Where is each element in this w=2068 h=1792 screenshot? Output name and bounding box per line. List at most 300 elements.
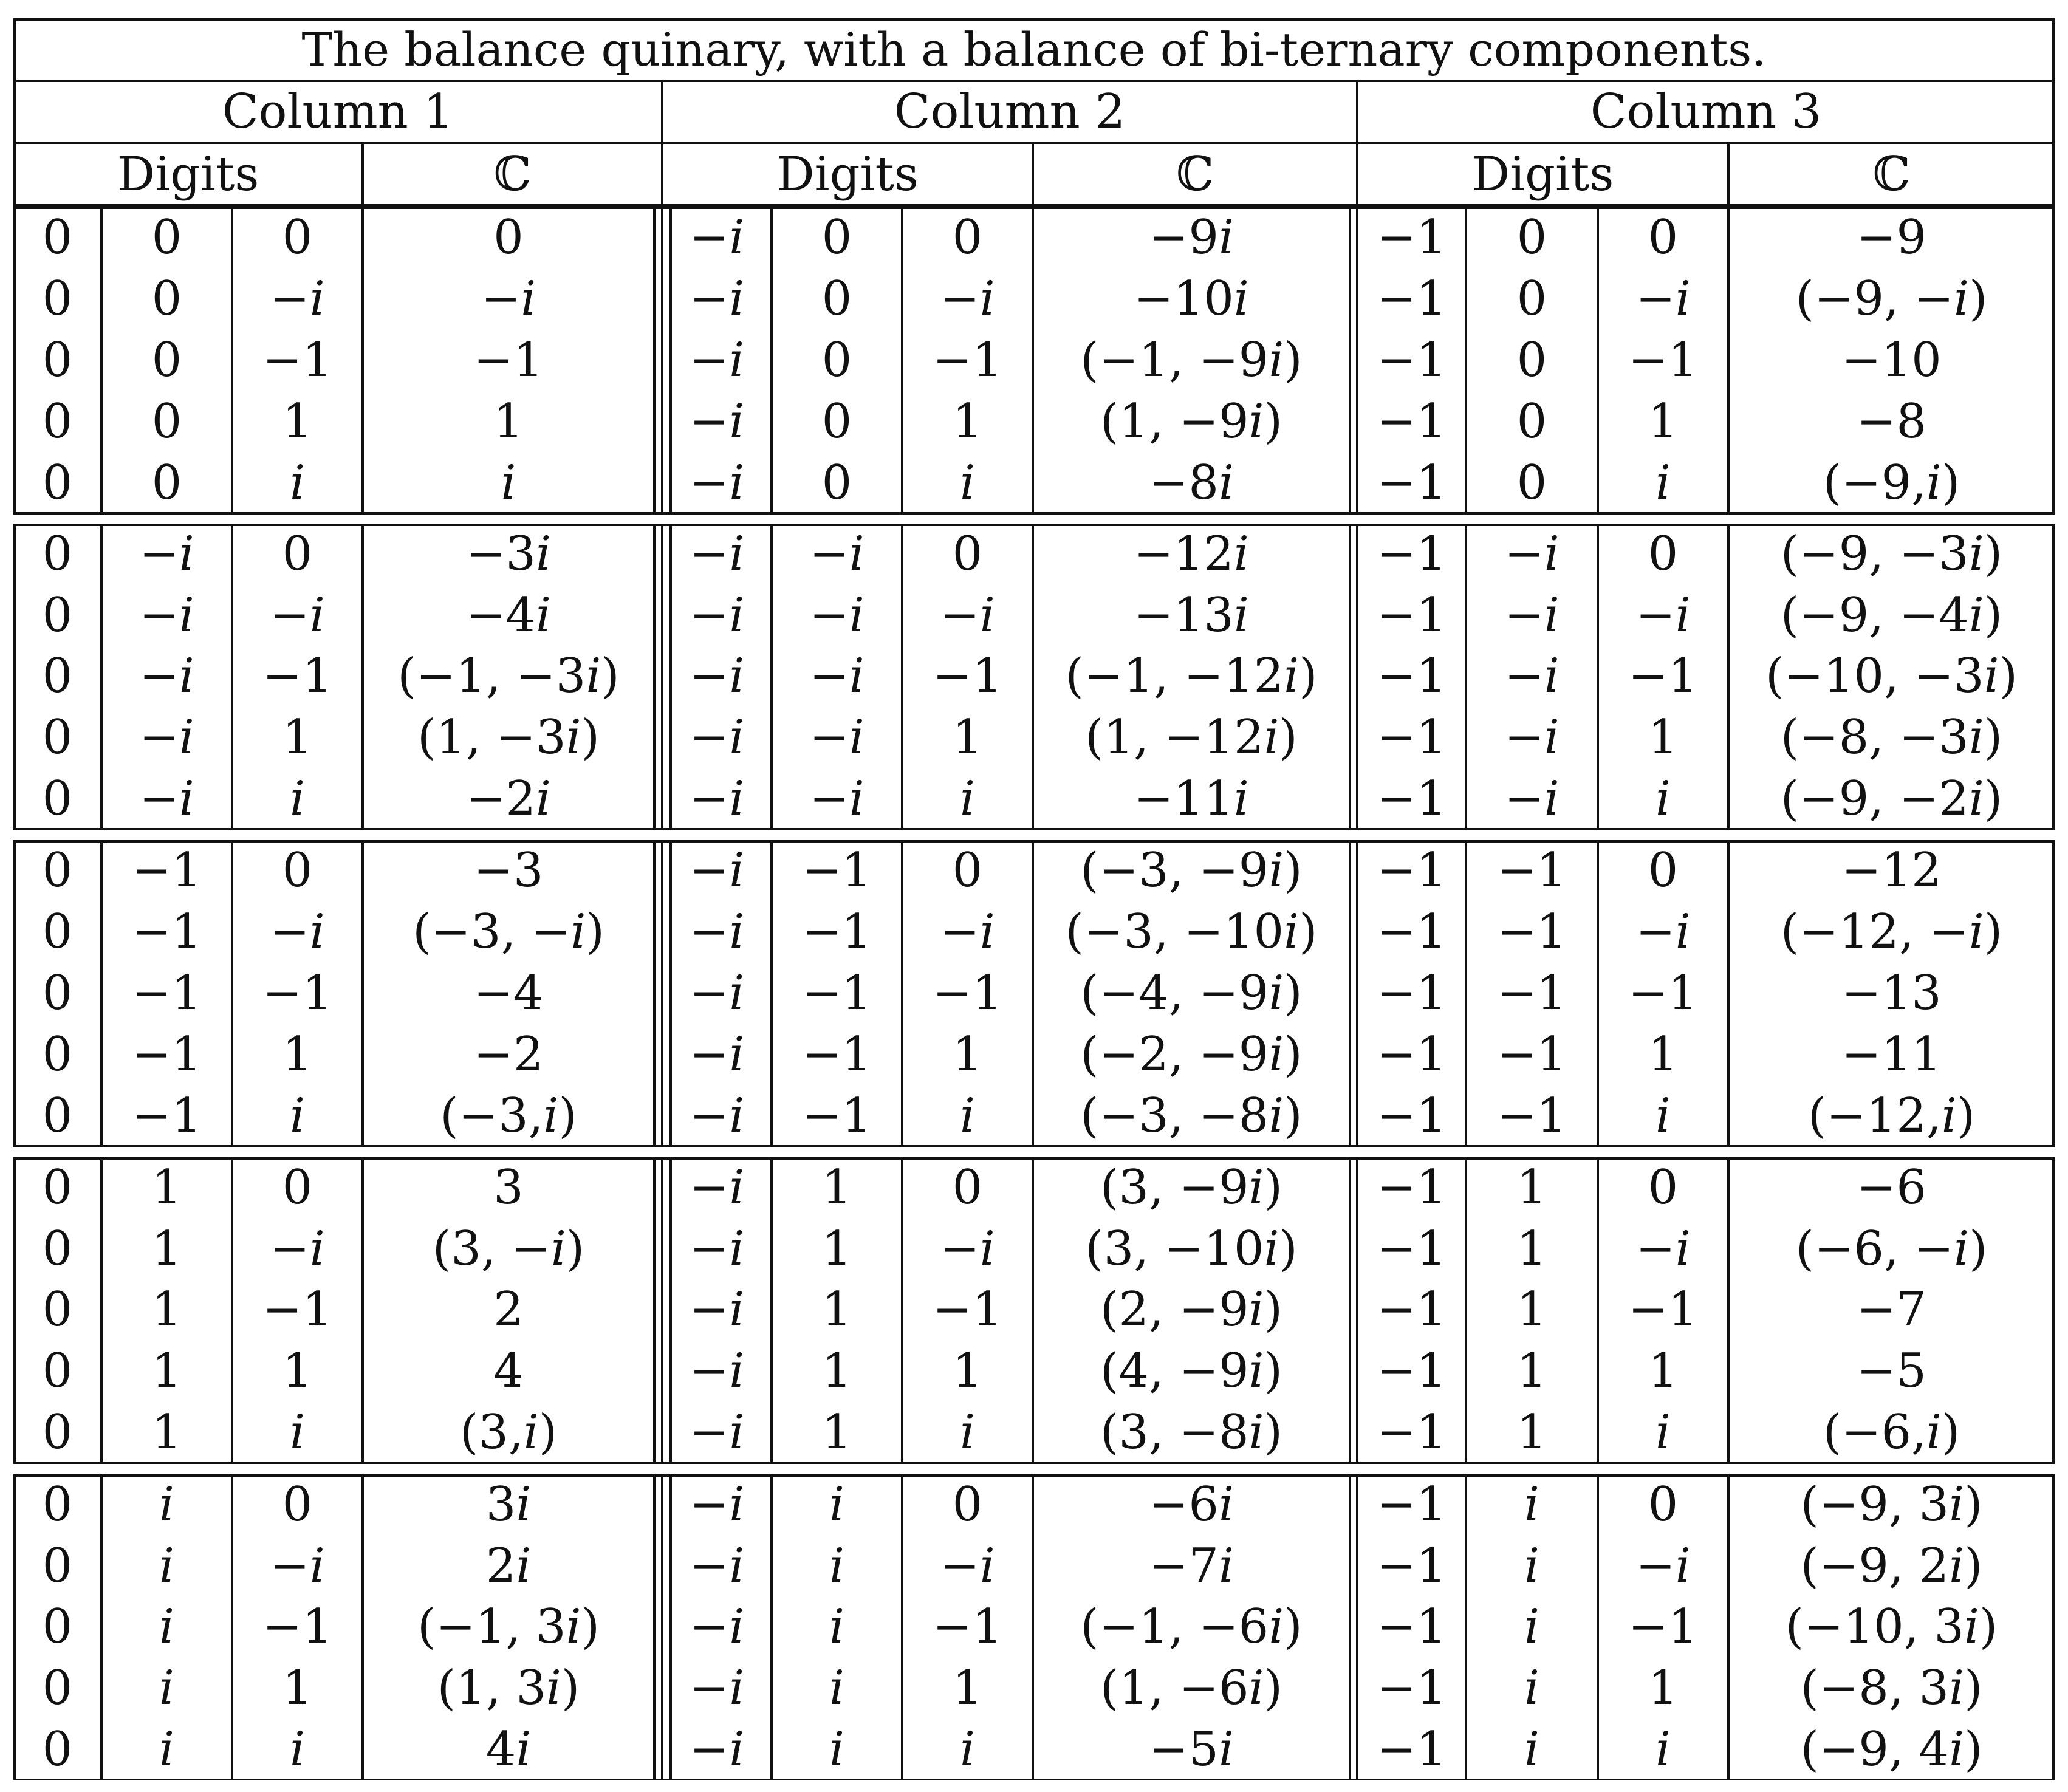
digit-cell: 0 (1648, 210, 1679, 265)
digit-cell: −1 (802, 843, 872, 898)
digit-cell: 0 (151, 455, 182, 510)
digit-cell: 0 (1516, 455, 1547, 510)
complex-value-cell: −12 i (1134, 527, 1249, 582)
complex-value-cell: (−6, − i ) (1795, 1221, 1988, 1276)
digit-cell: −1 (1377, 1160, 1447, 1216)
complex-value-cell: (−8, −3 i ) (1780, 710, 2003, 765)
digit-cell: 1 (952, 1344, 983, 1399)
digit-cell: 0 (42, 1404, 73, 1460)
digit-cell: − i (689, 210, 745, 265)
quinary-table (13, 18, 2055, 1780)
complex-value-cell: (3, − i ) (432, 1221, 585, 1276)
digit-cell: 0 (1516, 332, 1547, 388)
digit-cell: 0 (282, 843, 313, 898)
digit-cell: 0 (42, 1477, 73, 1533)
complex-value-cell: −13 (1841, 965, 1942, 1021)
column-1-digits-header: Digits (117, 146, 259, 202)
digit-cell: − i (689, 394, 745, 449)
complex-value-cell: (−9, − i ) (1795, 271, 1988, 326)
complex-value-cell: (1, −6 i ) (1100, 1661, 1283, 1716)
complex-value-cell: −1 (473, 332, 544, 388)
column-3-digits-header: Digits (1471, 146, 1614, 202)
complex-value-cell: (−9, 2 i ) (1800, 1538, 1983, 1593)
digit-cell: 0 (1648, 527, 1679, 582)
complex-value-cell: −8 (1857, 394, 1926, 449)
digit-cell: − i (809, 587, 865, 643)
digit-cell: 0 (952, 843, 983, 898)
digit-cell: 0 (821, 394, 852, 449)
digit-cell: 1 (1648, 1027, 1679, 1082)
digit-cell: −1 (1377, 332, 1447, 388)
complex-value-cell: −10 i (1134, 271, 1249, 326)
complex-value-cell: (−1, −9 i ) (1080, 332, 1303, 388)
digit-cell: −1 (132, 1088, 202, 1143)
complex-value-cell: −6 i (1149, 1477, 1234, 1533)
digit-cell: 0 (42, 649, 73, 704)
digit-cell: − i (689, 905, 745, 960)
digit-cell: −1 (262, 1282, 332, 1338)
digit-cell: 0 (42, 905, 73, 960)
digit-cell: 0 (42, 1282, 73, 1338)
digit-cell: 0 (282, 527, 313, 582)
column-3-complex-header: ℂ (1872, 146, 1911, 202)
digit-cell: −1 (1377, 843, 1447, 898)
digit-cell: − i (689, 1404, 745, 1460)
column-3-header: Column 3 (1590, 84, 1822, 139)
digit-cell: 0 (42, 1722, 73, 1777)
digit-cell: 1 (1648, 1344, 1679, 1399)
digit-cell: −1 (802, 965, 872, 1021)
complex-value-cell: (1, −12 i ) (1085, 710, 1298, 765)
complex-value-cell: 2 (493, 1282, 524, 1338)
digit-cell: 0 (42, 965, 73, 1021)
digit-cell: 0 (42, 271, 73, 326)
digit-cell: − i (1504, 649, 1560, 704)
digit-cell: 0 (952, 1477, 983, 1533)
digit-cell: 1 (1516, 1282, 1547, 1338)
complex-value-cell: (−9, 3 i ) (1800, 1477, 1983, 1533)
digit-cell: 1 (952, 1027, 983, 1082)
digit-cell: − i (270, 905, 325, 960)
digit-cell: 0 (42, 587, 73, 643)
digit-cell: 0 (1516, 271, 1547, 326)
digit-cell: −1 (1377, 1221, 1447, 1276)
digit-cell: i (290, 1088, 305, 1143)
digit-cell: i (829, 1477, 844, 1533)
digit-cell: −1 (1377, 271, 1447, 326)
complex-value-cell: −9 (1857, 210, 1926, 265)
digit-cell: 0 (151, 271, 182, 326)
digit-cell: −1 (802, 905, 872, 960)
digit-cell: − i (1504, 587, 1560, 643)
digit-cell: 1 (1516, 1221, 1547, 1276)
complex-value-cell: (1, −9 i ) (1100, 394, 1283, 449)
complex-value-cell: −13 i (1134, 587, 1249, 643)
digit-cell: 0 (42, 1661, 73, 1716)
column-2-header: Column 2 (894, 84, 1126, 139)
digit-cell: 1 (151, 1160, 182, 1216)
digit-cell: −1 (1377, 1404, 1447, 1460)
digit-cell: −1 (1497, 905, 1567, 960)
digit-cell: i (960, 771, 975, 826)
digit-cell: −1 (1377, 210, 1447, 265)
digit-cell: 0 (42, 1221, 73, 1276)
digit-cell: −1 (262, 1599, 332, 1655)
digit-cell: − i (689, 1221, 745, 1276)
digit-cell: 0 (42, 394, 73, 449)
digit-cell: 0 (151, 332, 182, 388)
digit-cell: −1 (262, 649, 332, 704)
digit-cell: 0 (42, 455, 73, 510)
digit-cell: − i (139, 527, 194, 582)
digit-cell: − i (1504, 710, 1560, 765)
complex-value-cell: −8 i (1149, 455, 1234, 510)
digit-cell: −1 (132, 1027, 202, 1082)
digit-cell: − i (940, 1538, 995, 1593)
digit-cell: − i (1635, 1538, 1691, 1593)
digit-cell: 1 (952, 394, 983, 449)
complex-value-cell: (−4, −9 i ) (1080, 965, 1303, 1021)
digit-cell: − i (689, 843, 745, 898)
digit-cell: 0 (952, 210, 983, 265)
digit-cell: − i (689, 771, 745, 826)
complex-value-cell: 4 (493, 1344, 524, 1399)
digit-cell: − i (689, 587, 745, 643)
digit-cell: 0 (1648, 843, 1679, 898)
digit-cell: −1 (1377, 965, 1447, 1021)
complex-value-cell: 1 (493, 394, 524, 449)
digit-cell: − i (689, 1027, 745, 1082)
digit-cell: 0 (42, 1160, 73, 1216)
digit-cell: i (1524, 1538, 1539, 1593)
complex-value-cell: −7 i (1149, 1538, 1234, 1593)
digit-cell: 1 (151, 1344, 182, 1399)
complex-value-cell: (−3, −8 i ) (1080, 1088, 1303, 1143)
complex-value-cell: (−1, −6 i ) (1080, 1599, 1303, 1655)
digit-cell: −1 (1628, 332, 1698, 388)
digit-cell: − i (689, 1538, 745, 1593)
digit-cell: 1 (1648, 394, 1679, 449)
digit-cell: −1 (1628, 1599, 1698, 1655)
digit-cell: 1 (282, 394, 313, 449)
complex-value-cell: (1, 3 i ) (437, 1661, 580, 1716)
complex-value-cell: 4 i (485, 1722, 532, 1777)
column-1-header: Column 1 (222, 84, 454, 139)
digit-cell: i (960, 1088, 975, 1143)
digit-cell: − i (270, 1221, 325, 1276)
complex-value-cell: −11 (1841, 1027, 1942, 1082)
digit-cell: −1 (802, 1027, 872, 1082)
digit-cell: −1 (933, 1599, 1002, 1655)
digit-cell: 1 (1648, 710, 1679, 765)
digit-cell: i (1655, 771, 1671, 826)
complex-value-cell: −6 (1857, 1160, 1926, 1216)
digit-cell: −1 (262, 965, 332, 1021)
digit-cell: −1 (1377, 1027, 1447, 1082)
digit-cell: 0 (1648, 1160, 1679, 1216)
digit-cell: 1 (952, 1661, 983, 1716)
digit-cell: i (159, 1661, 174, 1716)
complex-value-cell: (3, −9 i ) (1100, 1160, 1283, 1216)
digit-cell: 0 (42, 1599, 73, 1655)
digit-cell: 0 (42, 332, 73, 388)
digit-cell: i (829, 1599, 844, 1655)
digit-cell: −1 (1628, 649, 1698, 704)
digit-cell: 0 (151, 394, 182, 449)
digit-cell: − i (689, 965, 745, 1021)
digit-cell: 0 (151, 210, 182, 265)
digit-cell: − i (940, 905, 995, 960)
table-caption: The balance quinary, with a balance of bi-ternary components. (301, 22, 1767, 77)
complex-value-cell: (3, −10 i ) (1085, 1221, 1298, 1276)
digit-cell: 0 (42, 710, 73, 765)
complex-value-cell: −5 i (1149, 1722, 1234, 1777)
complex-value-cell: (3, i ) (459, 1404, 558, 1460)
complex-value-cell: (−1, −3 i ) (397, 649, 620, 704)
digit-cell: − i (689, 1661, 745, 1716)
digit-cell: i (159, 1538, 174, 1593)
digit-cell: − i (689, 1160, 745, 1216)
digit-cell: − i (270, 587, 325, 643)
digit-cell: 1 (821, 1404, 852, 1460)
digit-cell: 1 (282, 1344, 313, 1399)
digit-cell: 1 (1516, 1404, 1547, 1460)
digit-cell: 1 (821, 1282, 852, 1338)
digit-cell: 1 (1648, 1661, 1679, 1716)
complex-value-cell: (−2, −9 i ) (1080, 1027, 1303, 1082)
digit-cell: −1 (1377, 649, 1447, 704)
digit-cell: 0 (821, 210, 852, 265)
digit-cell: 0 (952, 1160, 983, 1216)
digit-cell: 1 (821, 1160, 852, 1216)
complex-value-cell: (1, −3 i ) (417, 710, 600, 765)
digit-cell: − i (1635, 587, 1691, 643)
digit-cell: 0 (42, 527, 73, 582)
digit-cell: 0 (42, 1027, 73, 1082)
digit-cell: − i (689, 649, 745, 704)
digit-cell: i (829, 1661, 844, 1716)
complex-value-cell: −7 (1857, 1282, 1926, 1338)
digit-cell: − i (1635, 1221, 1691, 1276)
complex-value-cell: 0 (493, 210, 524, 265)
digit-cell: − i (809, 527, 865, 582)
complex-value-cell: −12 (1841, 843, 1942, 898)
digit-cell: 0 (42, 210, 73, 265)
digit-cell: −1 (1377, 710, 1447, 765)
digit-cell: i (1655, 1722, 1671, 1777)
digit-cell: − i (689, 1599, 745, 1655)
digit-cell: −1 (1377, 905, 1447, 960)
digit-cell: −1 (802, 1088, 872, 1143)
digit-cell: −1 (132, 843, 202, 898)
digit-cell: −1 (933, 649, 1002, 704)
complex-value-cell: (2, −9 i ) (1100, 1282, 1283, 1338)
complex-value-cell: −11 i (1134, 771, 1249, 826)
digit-cell: −1 (1628, 965, 1698, 1021)
digit-cell: −1 (933, 965, 1002, 1021)
digit-cell: −1 (1497, 965, 1567, 1021)
complex-value-cell: (−9, −3 i ) (1780, 527, 2003, 582)
digit-cell: 1 (821, 1221, 852, 1276)
digit-cell: − i (689, 710, 745, 765)
digit-cell: −1 (1377, 587, 1447, 643)
digit-cell: i (159, 1722, 174, 1777)
digit-cell: i (960, 455, 975, 510)
digit-cell: − i (689, 1282, 745, 1338)
digit-cell: − i (940, 1221, 995, 1276)
complex-value-cell: (−9, i ) (1823, 455, 1960, 510)
digit-cell: −1 (1497, 1088, 1567, 1143)
digit-cell: i (1655, 1088, 1671, 1143)
complex-value-cell: (−9, −2 i ) (1780, 771, 2003, 826)
digit-cell: 0 (42, 843, 73, 898)
complex-value-cell: −9 i (1149, 210, 1234, 265)
digit-cell: 1 (151, 1221, 182, 1276)
complex-value-cell: −3 (473, 843, 544, 898)
digit-cell: 0 (42, 1538, 73, 1593)
digit-cell: 0 (821, 455, 852, 510)
digit-cell: −1 (132, 965, 202, 1021)
digit-cell: 0 (1516, 394, 1547, 449)
digit-cell: i (290, 455, 305, 510)
digit-cell: 0 (42, 1088, 73, 1143)
digit-cell: −1 (1377, 1538, 1447, 1593)
digit-cell: 0 (1516, 210, 1547, 265)
digit-cell: 1 (151, 1282, 182, 1338)
digit-cell: −1 (1377, 771, 1447, 826)
digit-cell: 0 (282, 1477, 313, 1533)
digit-cell: −1 (1628, 1282, 1698, 1338)
digit-cell: − i (689, 271, 745, 326)
digit-cell: − i (809, 649, 865, 704)
complex-value-cell: − i (481, 271, 536, 326)
digit-cell: − i (270, 271, 325, 326)
digit-cell: −1 (1377, 1088, 1447, 1143)
digit-cell: 1 (1516, 1160, 1547, 1216)
digit-cell: 1 (1516, 1344, 1547, 1399)
digit-cell: −1 (933, 1282, 1002, 1338)
digit-cell: 1 (282, 1661, 313, 1716)
complex-value-cell: −3 i (466, 527, 551, 582)
complex-value-cell: (−3, −9 i ) (1080, 843, 1303, 898)
digit-cell: −1 (1377, 1477, 1447, 1533)
digit-cell: i (1524, 1599, 1539, 1655)
digit-cell: − i (139, 649, 194, 704)
digit-cell: −1 (132, 905, 202, 960)
digit-cell: i (1524, 1722, 1539, 1777)
column-2-complex-header: ℂ (1176, 146, 1214, 202)
digit-cell: i (960, 1722, 975, 1777)
digit-cell: i (1524, 1477, 1539, 1533)
column-1-complex-header: ℂ (493, 146, 532, 202)
digit-cell: 0 (821, 271, 852, 326)
digit-cell: 0 (952, 527, 983, 582)
digit-cell: 0 (821, 332, 852, 388)
digit-cell: i (829, 1538, 844, 1593)
digit-cell: −1 (1377, 1599, 1447, 1655)
digit-cell: i (159, 1477, 174, 1533)
digit-cell: − i (1504, 527, 1560, 582)
complex-value-cell: 2 i (485, 1538, 532, 1593)
complex-value-cell: (4, −9 i ) (1100, 1344, 1283, 1399)
digit-cell: −1 (1377, 1661, 1447, 1716)
digit-cell: i (1655, 455, 1671, 510)
digit-cell: −1 (1377, 1722, 1447, 1777)
digit-cell: 1 (821, 1344, 852, 1399)
digit-cell: i (290, 771, 305, 826)
complex-value-cell: (−10, −3 i ) (1765, 649, 2018, 704)
digit-cell: −1 (1377, 455, 1447, 510)
digit-cell: − i (1635, 905, 1691, 960)
complex-value-cell: (−12, i ) (1807, 1088, 1976, 1143)
digit-cell: −1 (1377, 1344, 1447, 1399)
complex-value-cell: 3 (493, 1160, 524, 1216)
complex-value-cell: (−12, − i ) (1780, 905, 2003, 960)
complex-value-cell: (−10, 3 i ) (1785, 1599, 1998, 1655)
digit-cell: − i (689, 455, 745, 510)
digit-cell: − i (809, 771, 865, 826)
digit-cell: 1 (282, 1027, 313, 1082)
column-2-digits-header: Digits (776, 146, 919, 202)
digit-cell: 0 (282, 210, 313, 265)
complex-value-cell: (−3, i ) (440, 1088, 577, 1143)
complex-value-cell: −2 (473, 1027, 544, 1082)
complex-value-cell: (−9, −4 i ) (1780, 587, 2003, 643)
digit-cell: −1 (1377, 1282, 1447, 1338)
complex-value-cell: −2 i (466, 771, 551, 826)
digit-cell: −1 (1377, 394, 1447, 449)
complex-value-cell: (−9, 4 i ) (1800, 1722, 1983, 1777)
complex-value-cell: (−3, − i ) (413, 905, 604, 960)
digit-cell: 0 (42, 771, 73, 826)
digit-cell: 0 (282, 1160, 313, 1216)
digit-cell: −1 (1377, 527, 1447, 582)
digit-cell: 1 (952, 710, 983, 765)
digit-cell: − i (689, 332, 745, 388)
digit-cell: i (159, 1599, 174, 1655)
digit-cell: − i (809, 710, 865, 765)
digit-cell: i (1524, 1661, 1539, 1716)
digit-cell: −1 (1497, 1027, 1567, 1082)
complex-value-cell: (3, −8 i ) (1100, 1404, 1283, 1460)
digit-cell: − i (139, 587, 194, 643)
digit-cell: − i (1504, 771, 1560, 826)
digit-cell: i (290, 1722, 305, 1777)
complex-value-cell: −10 (1841, 332, 1942, 388)
complex-value-cell: (−1, −12 i ) (1065, 649, 1318, 704)
complex-value-cell: −5 (1857, 1344, 1926, 1399)
digit-cell: − i (689, 1477, 745, 1533)
digit-cell: −1 (1497, 843, 1567, 898)
digit-cell: 1 (282, 710, 313, 765)
digit-cell: − i (689, 1344, 745, 1399)
digit-cell: − i (940, 271, 995, 326)
digit-cell: − i (139, 710, 194, 765)
complex-value-cell: (−3, −10 i ) (1065, 905, 1318, 960)
digit-cell: i (960, 1404, 975, 1460)
digit-cell: − i (139, 771, 194, 826)
digit-cell: − i (1635, 271, 1691, 326)
digit-cell: 1 (151, 1404, 182, 1460)
digit-cell: i (290, 1404, 305, 1460)
digit-cell: − i (689, 1088, 745, 1143)
complex-value-cell: −4 i (466, 587, 551, 643)
complex-value-cell: −4 (473, 965, 544, 1021)
complex-value-cell: (−1, 3 i ) (417, 1599, 600, 1655)
digit-cell: − i (689, 1722, 745, 1777)
digit-cell: − i (270, 1538, 325, 1593)
complex-value-cell: (−8, 3 i ) (1800, 1661, 1983, 1716)
